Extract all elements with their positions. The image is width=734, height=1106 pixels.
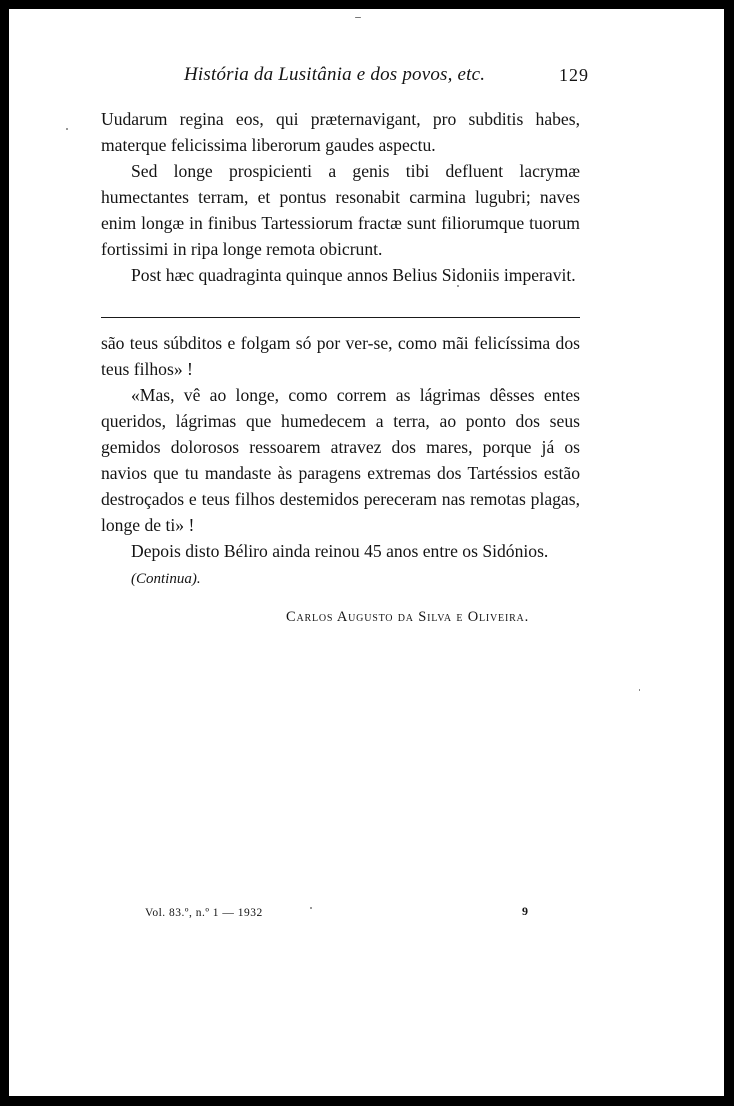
paper-speck <box>639 689 640 691</box>
latin-text-block <box>101 106 580 288</box>
paper-speck <box>457 285 459 287</box>
latin-paragraph: Post hæc quadraginta quinque annos Belius Sidoniis imperavit. <box>131 265 576 285</box>
book-page <box>9 9 724 1096</box>
section-divider <box>101 317 580 318</box>
portuguese-paragraph: «Mas, vê ao longe, como correm as lágrimas dêsses entes queridos, lágrimas que humedecem a terra, ao ponto dos seus gemidos dolorosos ressoarem atravez dos mares, porque já os navios que tu mandaste às paragens extremas dos Tartéssios estão destroçados e teus filhos destemidos pereceram nas remotas plagas, longe de ti» ! <box>101 385 580 535</box>
author-signature: Carlos Augusto da Silva e Oliveira. <box>286 609 530 625</box>
paper-speck <box>355 17 361 18</box>
footer-citation: Vol. 83.º, n.º 1 — 1932 <box>145 907 263 919</box>
latin-paragraph: Sed longe prospicienti a genis tibi defluent lacrymæ humectantes terram, et pontus resonabit carmina lugubri; naves enim longæ in finibus Tartessiorum fractæ sunt filiorumque tuorum fortissimi in ripa longe remota obicrunt. <box>101 161 580 259</box>
printer-signature-mark: 9 <box>522 904 528 918</box>
page-number: 129 <box>559 65 589 85</box>
portuguese-paragraph: Depois disto Béliro ainda reinou 45 anos entre os Sidónios. <box>131 541 549 561</box>
running-head <box>99 64 589 94</box>
latin-paragraph: Uudarum regina eos, qui præternavigant, pro subditis habes, materque felicissima liberorum gaudes aspectu. <box>101 109 580 155</box>
portuguese-paragraph: são teus súbditos e folgam só por ver-se, como mãi felicíssima dos teus filhos» ! <box>101 333 580 379</box>
portuguese-text-block <box>101 330 580 564</box>
paper-speck <box>66 128 68 130</box>
running-title: História da Lusitânia e dos povos, etc. <box>184 64 486 85</box>
paper-speck <box>310 907 312 909</box>
continuation-note: (Continua). <box>131 571 201 587</box>
